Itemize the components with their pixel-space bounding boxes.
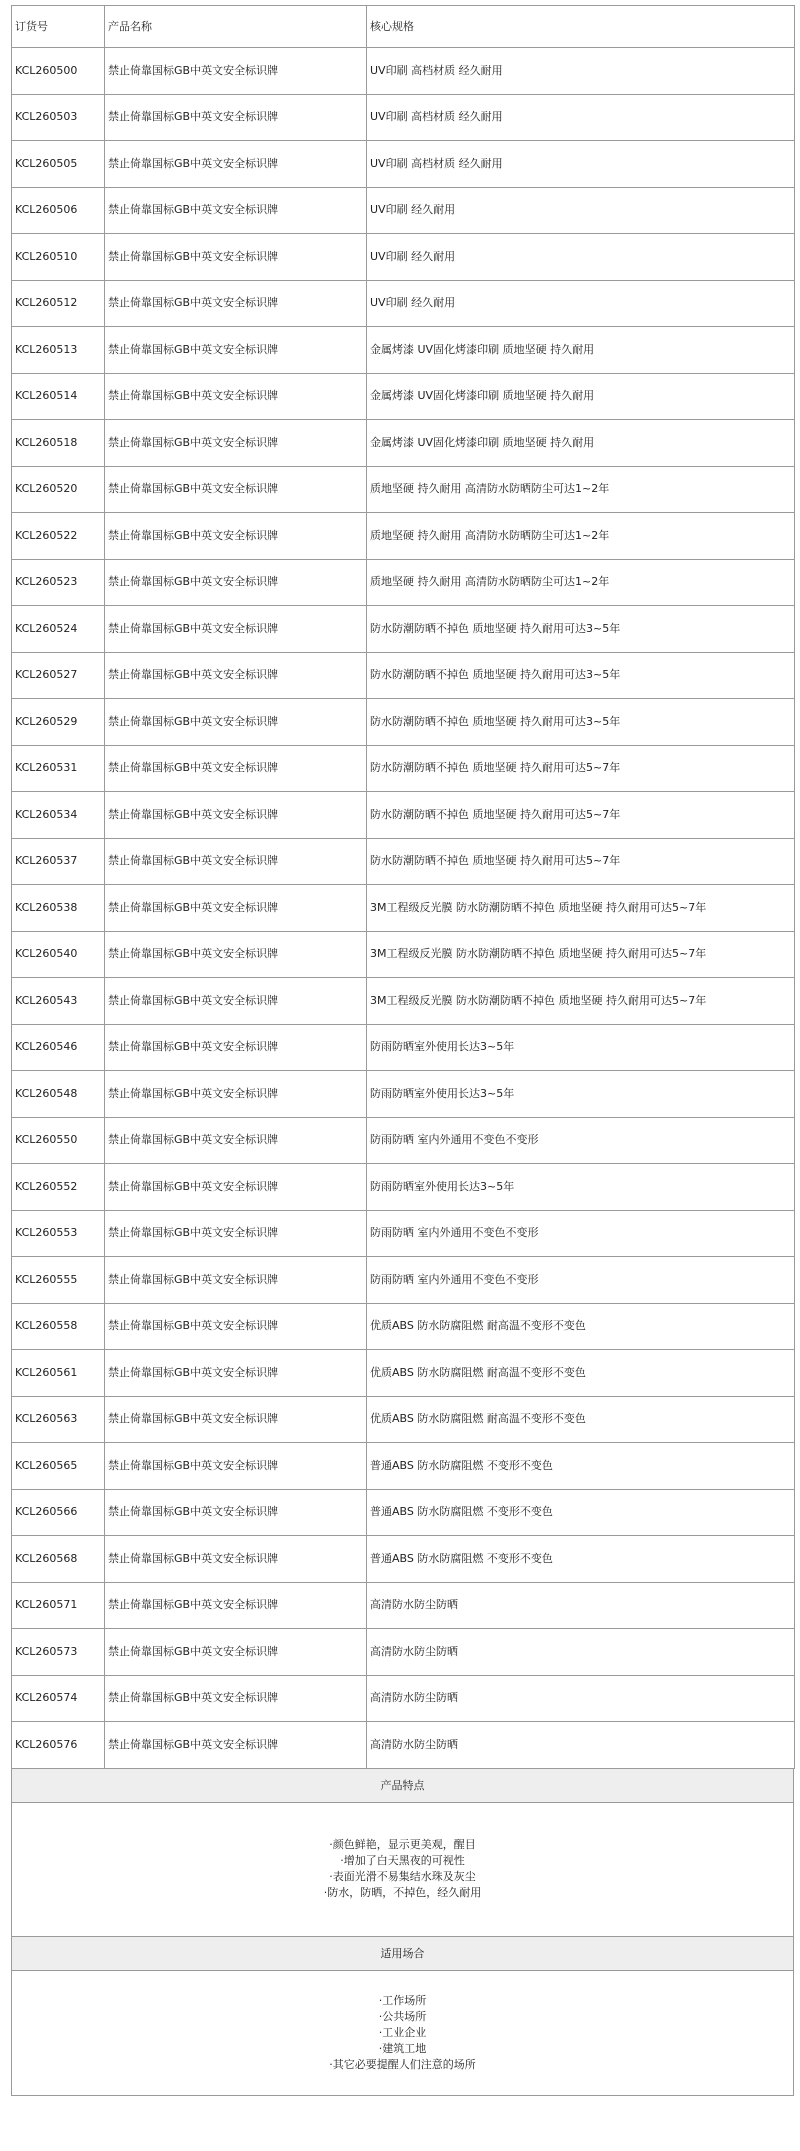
core-spec-cell: 高清防水防尘防晒 xyxy=(367,1722,795,1769)
features-title: 产品特点 xyxy=(11,1769,794,1803)
core-spec-cell: 防水防潮防晒不掉色 质地坚硬 持久耐用可达3~5年 xyxy=(367,652,795,699)
table-row xyxy=(12,606,795,653)
table-row xyxy=(12,1629,795,1676)
table-header-row xyxy=(12,6,795,48)
table-row xyxy=(12,699,795,746)
table-row xyxy=(12,559,795,606)
product-name-cell: 禁止倚靠国标GB中英文安全标识牌 xyxy=(105,466,367,513)
list-item: ·工作场所 xyxy=(378,1993,427,2007)
product-name-cell: 禁止倚靠国标GB中英文安全标识牌 xyxy=(105,1210,367,1257)
table-row xyxy=(12,1536,795,1583)
product-name-cell: 禁止倚靠国标GB中英文安全标识牌 xyxy=(105,1071,367,1118)
table-row xyxy=(12,1303,795,1350)
spec-table xyxy=(11,5,795,1769)
order-no-cell: KCL260503 xyxy=(12,94,105,141)
product-name-cell: 禁止倚靠国标GB中英文安全标识牌 xyxy=(105,1117,367,1164)
product-name-cell: 禁止倚靠国标GB中英文安全标识牌 xyxy=(105,1489,367,1536)
table-row xyxy=(12,1443,795,1490)
table-row xyxy=(12,420,795,467)
order-no-cell: KCL260552 xyxy=(12,1164,105,1211)
core-spec-cell: UV印刷 经久耐用 xyxy=(367,187,795,234)
product-name-cell: 禁止倚靠国标GB中英文安全标识牌 xyxy=(105,1024,367,1071)
product-name-cell: 禁止倚靠国标GB中英文安全标识牌 xyxy=(105,606,367,653)
table-row xyxy=(12,1210,795,1257)
product-name-cell: 禁止倚靠国标GB中英文安全标识牌 xyxy=(105,187,367,234)
table-row xyxy=(12,1164,795,1211)
table-row xyxy=(12,652,795,699)
product-name-cell: 禁止倚靠国标GB中英文安全标识牌 xyxy=(105,978,367,1025)
order-no-cell: KCL260558 xyxy=(12,1303,105,1350)
spec-sheet xyxy=(11,5,794,2096)
table-row xyxy=(12,94,795,141)
list-item: ·颜色鲜艳，显示更美观，醒目 xyxy=(329,1838,476,1851)
list-item: ·建筑工地 xyxy=(378,2041,427,2055)
scenes-title: 适用场合 xyxy=(11,1937,794,1971)
order-no-cell: KCL260522 xyxy=(12,513,105,560)
order-no-cell: KCL260537 xyxy=(12,838,105,885)
table-row xyxy=(12,234,795,281)
table-row xyxy=(12,1071,795,1118)
core-spec-cell: 质地坚硬 持久耐用 高清防水防晒防尘可达1~2年 xyxy=(367,513,795,560)
table-row xyxy=(12,187,795,234)
product-name-cell: 禁止倚靠国标GB中英文安全标识牌 xyxy=(105,745,367,792)
core-spec-cell: 3M工程级反光膜 防水防潮防晒不掉色 质地坚硬 持久耐用可达5~7年 xyxy=(367,978,795,1025)
order-no-cell: KCL260500 xyxy=(12,48,105,95)
table-row xyxy=(12,1582,795,1629)
list-item: ·其它必要提醒人们注意的场所 xyxy=(329,2057,476,2071)
product-name-cell: 禁止倚靠国标GB中英文安全标识牌 xyxy=(105,280,367,327)
scenes-list xyxy=(11,1971,794,2096)
product-name-cell: 禁止倚靠国标GB中英文安全标识牌 xyxy=(105,1722,367,1769)
list-item: ·防水，防晒，不掉色，经久耐用 xyxy=(323,1886,482,1899)
order-no-cell: KCL260553 xyxy=(12,1210,105,1257)
order-no-cell: KCL260574 xyxy=(12,1675,105,1722)
features-list xyxy=(11,1803,794,1937)
product-name-cell: 禁止倚靠国标GB中英文安全标识牌 xyxy=(105,1629,367,1676)
header-product-name: 产品名称 xyxy=(105,6,367,48)
header-core-spec: 核心规格 xyxy=(367,6,795,48)
product-name-cell: 禁止倚靠国标GB中英文安全标识牌 xyxy=(105,1164,367,1211)
core-spec-cell: 高清防水防尘防晒 xyxy=(367,1582,795,1629)
core-spec-cell: 防水防潮防晒不掉色 质地坚硬 持久耐用可达5~7年 xyxy=(367,745,795,792)
table-row xyxy=(12,792,795,839)
table-row xyxy=(12,838,795,885)
core-spec-cell: 质地坚硬 持久耐用 高清防水防晒防尘可达1~2年 xyxy=(367,466,795,513)
core-spec-cell: 3M工程级反光膜 防水防潮防晒不掉色 质地坚硬 持久耐用可达5~7年 xyxy=(367,885,795,932)
table-row xyxy=(12,141,795,188)
order-no-cell: KCL260514 xyxy=(12,373,105,420)
product-name-cell: 禁止倚靠国标GB中英文安全标识牌 xyxy=(105,792,367,839)
table-row xyxy=(12,280,795,327)
core-spec-cell: 金属烤漆 UV固化烤漆印刷 质地坚硬 持久耐用 xyxy=(367,327,795,374)
table-row xyxy=(12,1489,795,1536)
table-row xyxy=(12,1722,795,1769)
core-spec-cell: 防雨防晒室外使用长达3~5年 xyxy=(367,1024,795,1071)
order-no-cell: KCL260523 xyxy=(12,559,105,606)
product-name-cell: 禁止倚靠国标GB中英文安全标识牌 xyxy=(105,1536,367,1583)
core-spec-cell: 防雨防晒 室内外通用不变色不变形 xyxy=(367,1210,795,1257)
header-order-no: 订货号 xyxy=(12,6,105,48)
table-row xyxy=(12,1024,795,1071)
order-no-cell: KCL260531 xyxy=(12,745,105,792)
core-spec-cell: UV印刷 经久耐用 xyxy=(367,234,795,281)
product-name-cell: 禁止倚靠国标GB中英文安全标识牌 xyxy=(105,699,367,746)
table-row xyxy=(12,373,795,420)
order-no-cell: KCL260529 xyxy=(12,699,105,746)
core-spec-cell: 优质ABS 防水防腐阻燃 耐高温不变形不变色 xyxy=(367,1303,795,1350)
product-name-cell: 禁止倚靠国标GB中英文安全标识牌 xyxy=(105,931,367,978)
core-spec-cell: 高清防水防尘防晒 xyxy=(367,1629,795,1676)
list-item: ·工业企业 xyxy=(378,2025,427,2039)
core-spec-cell: UV印刷 高档材质 经久耐用 xyxy=(367,94,795,141)
core-spec-cell: 金属烤漆 UV固化烤漆印刷 质地坚硬 持久耐用 xyxy=(367,373,795,420)
core-spec-cell: 优质ABS 防水防腐阻燃 耐高温不变形不变色 xyxy=(367,1396,795,1443)
product-name-cell: 禁止倚靠国标GB中英文安全标识牌 xyxy=(105,1443,367,1490)
table-row xyxy=(12,885,795,932)
order-no-cell: KCL260518 xyxy=(12,420,105,467)
product-name-cell: 禁止倚靠国标GB中英文安全标识牌 xyxy=(105,652,367,699)
table-row xyxy=(12,1675,795,1722)
spec-table-body xyxy=(12,6,795,1769)
product-name-cell: 禁止倚靠国标GB中英文安全标识牌 xyxy=(105,1582,367,1629)
order-no-cell: KCL260573 xyxy=(12,1629,105,1676)
core-spec-cell: 防雨防晒室外使用长达3~5年 xyxy=(367,1164,795,1211)
order-no-cell: KCL260571 xyxy=(12,1582,105,1629)
order-no-cell: KCL260513 xyxy=(12,327,105,374)
core-spec-cell: 金属烤漆 UV固化烤漆印刷 质地坚硬 持久耐用 xyxy=(367,420,795,467)
order-no-cell: KCL260576 xyxy=(12,1722,105,1769)
product-name-cell: 禁止倚靠国标GB中英文安全标识牌 xyxy=(105,327,367,374)
product-name-cell: 禁止倚靠国标GB中英文安全标识牌 xyxy=(105,141,367,188)
product-name-cell: 禁止倚靠国标GB中英文安全标识牌 xyxy=(105,838,367,885)
order-no-cell: KCL260546 xyxy=(12,1024,105,1071)
core-spec-cell: 普通ABS 防水防腐阻燃 不变形不变色 xyxy=(367,1443,795,1490)
table-row xyxy=(12,513,795,560)
order-no-cell: KCL260520 xyxy=(12,466,105,513)
core-spec-cell: 防雨防晒 室内外通用不变色不变形 xyxy=(367,1117,795,1164)
core-spec-cell: 防水防潮防晒不掉色 质地坚硬 持久耐用可达3~5年 xyxy=(367,606,795,653)
core-spec-cell: 防水防潮防晒不掉色 质地坚硬 持久耐用可达5~7年 xyxy=(367,838,795,885)
table-row xyxy=(12,48,795,95)
order-no-cell: KCL260543 xyxy=(12,978,105,1025)
product-name-cell: 禁止倚靠国标GB中英文安全标识牌 xyxy=(105,1257,367,1304)
table-row xyxy=(12,466,795,513)
core-spec-cell: 防雨防晒室外使用长达3~5年 xyxy=(367,1071,795,1118)
table-row xyxy=(12,1117,795,1164)
order-no-cell: KCL260561 xyxy=(12,1350,105,1397)
order-no-cell: KCL260510 xyxy=(12,234,105,281)
product-name-cell: 禁止倚靠国标GB中英文安全标识牌 xyxy=(105,94,367,141)
core-spec-cell: 防雨防晒 室内外通用不变色不变形 xyxy=(367,1257,795,1304)
table-row xyxy=(12,745,795,792)
core-spec-cell: 普通ABS 防水防腐阻燃 不变形不变色 xyxy=(367,1536,795,1583)
product-name-cell: 禁止倚靠国标GB中英文安全标识牌 xyxy=(105,48,367,95)
core-spec-cell: UV印刷 高档材质 经久耐用 xyxy=(367,48,795,95)
table-row xyxy=(12,1257,795,1304)
order-no-cell: KCL260568 xyxy=(12,1536,105,1583)
order-no-cell: KCL260555 xyxy=(12,1257,105,1304)
order-no-cell: KCL260506 xyxy=(12,187,105,234)
product-name-cell: 禁止倚靠国标GB中英文安全标识牌 xyxy=(105,1303,367,1350)
order-no-cell: KCL260563 xyxy=(12,1396,105,1443)
order-no-cell: KCL260566 xyxy=(12,1489,105,1536)
product-name-cell: 禁止倚靠国标GB中英文安全标识牌 xyxy=(105,373,367,420)
table-row xyxy=(12,1350,795,1397)
order-no-cell: KCL260505 xyxy=(12,141,105,188)
table-row xyxy=(12,1396,795,1443)
order-no-cell: KCL260538 xyxy=(12,885,105,932)
order-no-cell: KCL260540 xyxy=(12,931,105,978)
product-name-cell: 禁止倚靠国标GB中英文安全标识牌 xyxy=(105,1396,367,1443)
order-no-cell: KCL260512 xyxy=(12,280,105,327)
core-spec-cell: 防水防潮防晒不掉色 质地坚硬 持久耐用可达5~7年 xyxy=(367,792,795,839)
product-name-cell: 禁止倚靠国标GB中英文安全标识牌 xyxy=(105,513,367,560)
order-no-cell: KCL260527 xyxy=(12,652,105,699)
order-no-cell: KCL260524 xyxy=(12,606,105,653)
core-spec-cell: 普通ABS 防水防腐阻燃 不变形不变色 xyxy=(367,1489,795,1536)
list-item: ·公共场所 xyxy=(378,2009,427,2023)
product-name-cell: 禁止倚靠国标GB中英文安全标识牌 xyxy=(105,234,367,281)
core-spec-cell: 优质ABS 防水防腐阻燃 耐高温不变形不变色 xyxy=(367,1350,795,1397)
product-name-cell: 禁止倚靠国标GB中英文安全标识牌 xyxy=(105,885,367,932)
order-no-cell: KCL260534 xyxy=(12,792,105,839)
product-name-cell: 禁止倚靠国标GB中英文安全标识牌 xyxy=(105,420,367,467)
core-spec-cell: UV印刷 经久耐用 xyxy=(367,280,795,327)
table-row xyxy=(12,978,795,1025)
core-spec-cell: 3M工程级反光膜 防水防潮防晒不掉色 质地坚硬 持久耐用可达5~7年 xyxy=(367,931,795,978)
product-name-cell: 禁止倚靠国标GB中英文安全标识牌 xyxy=(105,1350,367,1397)
core-spec-cell: 质地坚硬 持久耐用 高清防水防晒防尘可达1~2年 xyxy=(367,559,795,606)
order-no-cell: KCL260550 xyxy=(12,1117,105,1164)
core-spec-cell: 高清防水防尘防晒 xyxy=(367,1675,795,1722)
product-name-cell: 禁止倚靠国标GB中英文安全标识牌 xyxy=(105,1675,367,1722)
table-row xyxy=(12,931,795,978)
core-spec-cell: UV印刷 高档材质 经久耐用 xyxy=(367,141,795,188)
core-spec-cell: 防水防潮防晒不掉色 质地坚硬 持久耐用可达3~5年 xyxy=(367,699,795,746)
list-item: ·表面光滑不易集结水珠及灰尘 xyxy=(329,1870,476,1883)
order-no-cell: KCL260548 xyxy=(12,1071,105,1118)
list-item: ·增加了白天黑夜的可视性 xyxy=(340,1854,465,1867)
order-no-cell: KCL260565 xyxy=(12,1443,105,1490)
table-row xyxy=(12,327,795,374)
product-name-cell: 禁止倚靠国标GB中英文安全标识牌 xyxy=(105,559,367,606)
